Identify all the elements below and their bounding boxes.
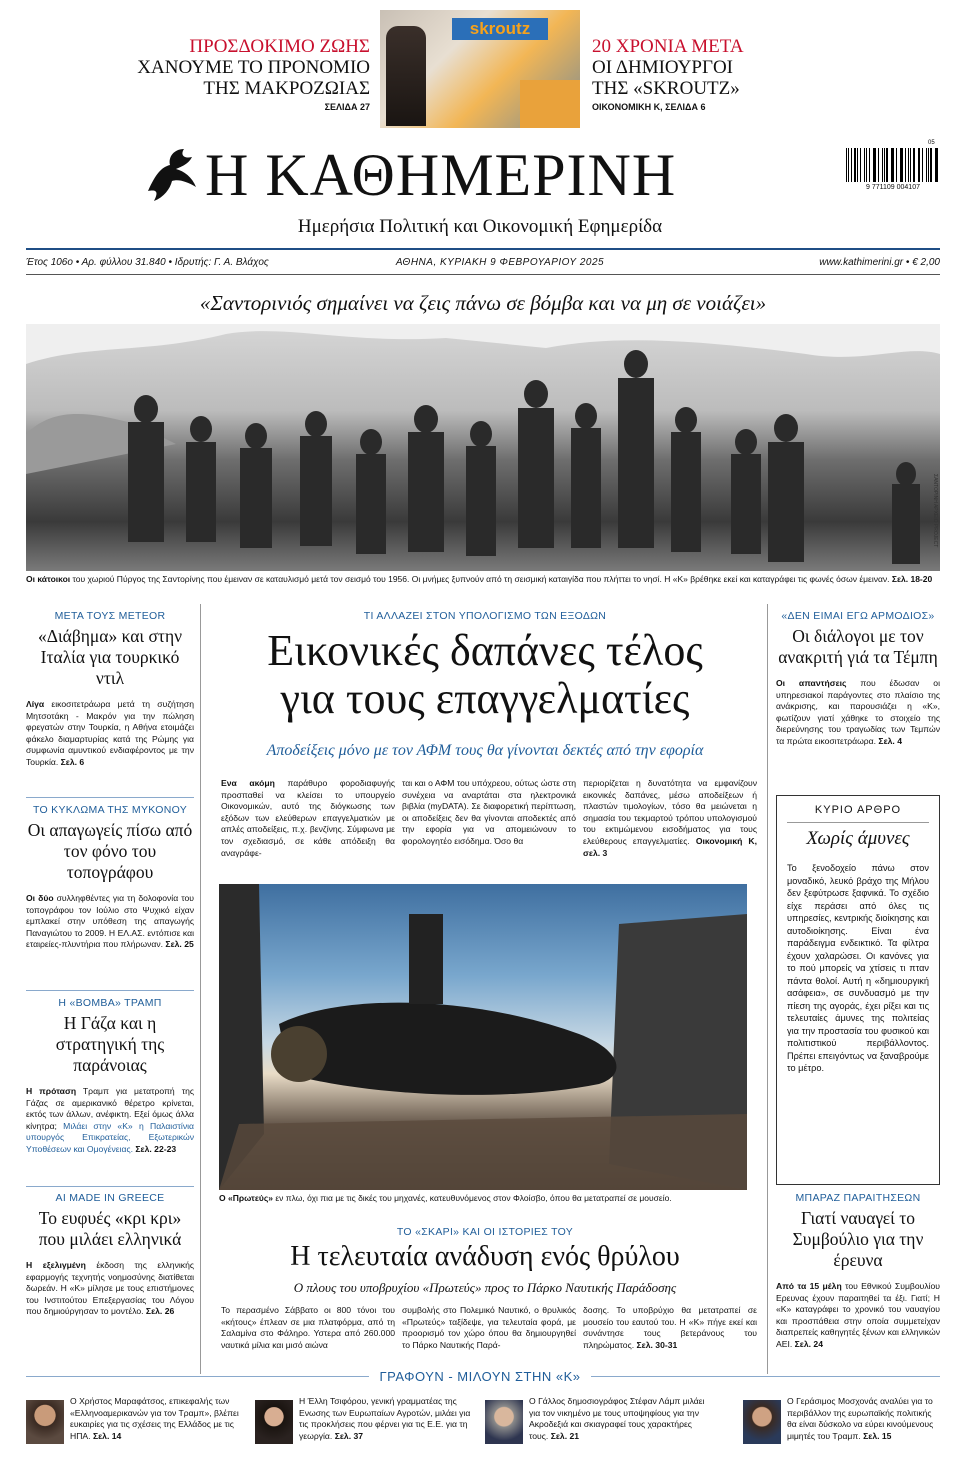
sub-col3-page: Σελ. 30-31: [636, 1339, 678, 1350]
barcode-bar: [913, 148, 915, 182]
barcode-bar: [864, 148, 865, 182]
sub-kicker: ΤΟ «ΣΚΑΡΙ» ΚΑΙ ΟΙ ΙΣΤΟΡΙΕΣ ΤΟΥ: [396, 1226, 574, 1238]
main-col-1: [221, 778, 395, 859]
main-col-2: ται και ο ΑΦΜ του υπόχρεου, ούτως ώστε στη συνέχεια να αναρτάται στα ηλεκτρονικά βιβλία (myDATA). Σε διαφορετική περίπτωση, οι αποδείξεις δεν θα γίνονται αποδεκτές από την εφορία για να απομειώνουν το φορολογητέο εισόδημα. Όσο θα: [402, 778, 576, 846]
editorial-box[interactable]: [776, 795, 940, 1185]
columnist-4-page: Σελ. 15: [863, 1430, 892, 1441]
main-col1-text: παράθυρο φοροδιαφυγής προσπαθεί να κλείσει το υπουργείο Οικονομικών, αυτό της διόγκωσης των εξόδων των ελεύθερων επαγγελματιών με απλές αποδείξεις, π.χ. βενζίνης. Σύμφωνα με τον σχεδιασμό, σε κάθε απόδειξη θα αναγράφε-: [221, 778, 395, 858]
teaser-left-page: ΣΕΛΙΔΑ 27: [324, 102, 370, 112]
teaser-photo[interactable]: [380, 10, 580, 128]
lead-caption-text: του χωριού Πύργος της Σαντορίνης που έμειναν σε καταυλισμό μετά τον σεισμό του 1956. Οι μνήμες ξυπνούν από τη σεισμική καταιγίδα που πλήττει το νησί. Η «Κ» βρέθηκε εκεί και καταγράφει τις φωνές όσων έμειναν.: [70, 574, 890, 584]
main-deck: Αποδείξεις μόνο με τον ΑΦΜ τους θα γίνονται δεκτές από την εφορία: [266, 742, 704, 759]
right-story-1[interactable]: [776, 610, 940, 748]
left-story-3[interactable]: [26, 997, 194, 1156]
store-counter: [520, 80, 580, 128]
right1-page: Σελ. 4: [878, 735, 902, 746]
submarine-photo[interactable]: [219, 884, 747, 1190]
barcode-bar: [846, 148, 847, 182]
barcode-bar: [910, 148, 911, 182]
left-sep-1: [26, 797, 194, 798]
columnist-4-name: Ο Γεράσιμος Μοσχονάς: [787, 1396, 878, 1406]
photo-credit: ΣΑΝΤΟΡΙΝΗ ΑΡΧΕΙΟ PROJECT: [932, 474, 938, 548]
teaser-right-line1: ΟΙ ΔΗΜΙΟΥΡΓΟΙ: [592, 57, 734, 78]
issue-info: Έτος 106ο • Αρ. φύλλου 31.840 • Ιδρυτής: Γ. Α. Βλάχος: [26, 257, 269, 268]
barcode-bar: [908, 148, 909, 182]
right2-text: του Εθνικού Συμβουλίου Ερευνας έχουν παραιτηθεί τα έξι. Γιατί; Η «Κ» καταγράφει το χρονικό του ναυαγίου και προσπάθεια στην οποία συμμετείχαν διαπρεπείς καθηγητές ξένων και ελληνικών ΑΕΙ.: [776, 1281, 940, 1349]
left3-kicker: Η «ΒΟΜΒΑ» ΤΡΑΜΠ: [58, 997, 162, 1009]
barcode-bar: [860, 148, 861, 182]
barcode-bar: [886, 148, 887, 182]
sub-photo-caption-strong: Ο «Πρωτεύς»: [219, 1193, 273, 1203]
barcode-bar: [900, 148, 901, 182]
left4-lead: Η εξελιγμένη: [26, 1260, 86, 1270]
barcode-issue: 05: [928, 140, 935, 146]
main-col3-page: Οικονομική Κ, σελ. 3: [583, 835, 757, 858]
sub-col-2: συμβολής στο Πολεμικό Ναυτικό, ο θρυλικός «Πρωτεύς» ταξίδεψε, για τελευταία φορά, με προορισμό τον χώρο όπου θα δημιουργηθεί το Πάρκο Ναυτικής Παρά-: [402, 1305, 576, 1350]
columnist-2-name: Η Έλλη Τσιφόρου,: [299, 1396, 369, 1406]
left4-text: έκδοση της ελληνικής εφαρμογής τεχνητής νοημοσύνης διατίθεται δωρεάν. Η «Κ» μίλησε με τους επιστήμονες του Ινστιτούτου Επεξεργασίας του Λόγου που δημιούργησαν το μοντέλο.: [26, 1260, 194, 1317]
columnist-3-avatar: [485, 1400, 523, 1444]
left3-page: Σελ. 22-23: [135, 1143, 177, 1154]
left-story-2[interactable]: [26, 804, 194, 951]
columnist-3-name: Ο Γάλλος δημοσιογράφος Στέφαν Λάμπ: [529, 1396, 681, 1406]
sub-col-3: [583, 1305, 757, 1351]
columnist-2-avatar: [255, 1400, 293, 1444]
barcode-bar: [892, 148, 894, 182]
barcode-number: 9 771109 004107: [866, 184, 920, 191]
columnist-1-name: Ο Χρήστος Μαραφάτσος,: [70, 1396, 167, 1406]
left2-headline: Οι απαγωγείς πίσω από τον φόνο του τοπογράφου: [27, 820, 193, 882]
barcode-bar: [874, 148, 876, 182]
barcode-bar: [922, 148, 923, 182]
teaser-left-line2: ΤΗΣ ΜΑΚΡΟΖΩΙΑΣ: [203, 78, 370, 99]
right1-headline: Οι διάλογοι με τον ανακριτή γιά τα Τέμπη: [778, 626, 938, 667]
left4-headline: Το ευφυές «κρι κρι» που μιλάει ελληνικά: [38, 1208, 182, 1249]
left1-body: [26, 699, 194, 769]
columnist-1[interactable]: [26, 1396, 246, 1456]
teaser-left-line1: ΧΑΝΟΥΜΕ ΤΟ ΠΡΟΝΟΜΙΟ: [137, 57, 370, 78]
barcode-bar: [891, 148, 892, 182]
sub-headline[interactable]: Η τελευταία ανάδυση ενός θρύλου: [290, 1241, 680, 1272]
teaser-left-kicker: ΠΡΟΣΔΟΚΙΜΟ ΖΩΗΣ: [189, 36, 370, 57]
left2-text: συλληφθέντες για τη δολοφονία του τοπογράφου τον Ιούλιο στο Ψυχικό είχαν εμπλακεί στην υπόθεση της απαγωγής Παναγιώτου το 2009. Η ΕΛ.ΑΣ. εντόπισε και εταιρείες-πλυντήρια που πλήρωναν.: [26, 893, 194, 950]
barcode-bar: [928, 148, 929, 182]
barcode-bar: [857, 148, 858, 182]
lead-quote[interactable]: «Σαντορινιός σημαίνει να ζεις πάνω σε βόμβα και να μη σε νοιάζει»: [199, 291, 767, 315]
main-headline-2: για τους επαγγελματίες: [280, 674, 690, 723]
barcode-bar: [869, 148, 870, 182]
columnist-3[interactable]: [485, 1396, 705, 1456]
griffin-logo-icon: [140, 143, 202, 205]
sub-photo-caption-text: εν πλω, όχι πια με τις δικές του μηχανές, κατευθυνόμενος στον Φλοίσβο, όπου θα μετατραπεί σε μουσείο.: [272, 1193, 672, 1203]
columnist-1-page: Σελ. 14: [92, 1430, 122, 1441]
main-col1-lead: Ενα ακόμη: [221, 778, 275, 788]
teaser-right[interactable]: [592, 36, 832, 112]
barcode-bar: [919, 148, 920, 182]
barcode-bar: [918, 148, 919, 182]
skroutz-sign: skroutz: [452, 18, 548, 40]
columnist-3-desc: μιλάει για τον νικημένο με τους υποψηφίους για την Ακροδεξιά και σκιαγραφεί τους χαρακτήρες τους.: [529, 1396, 705, 1441]
columnist-4-text: [787, 1396, 940, 1442]
lead-caption-page: Σελ. 18-20: [891, 574, 933, 584]
right1-lead: Οι απαντήσεις: [776, 678, 847, 688]
columnist-2[interactable]: [255, 1396, 475, 1456]
columnist-2-text: [299, 1396, 475, 1442]
date-line: ΑΘΗΝΑ, ΚΥΡΙΑΚΗ 9 ΦΕΒΡΟΥΑΡΙΟΥ 2025: [395, 257, 605, 268]
barcode-bar: [854, 148, 856, 182]
masthead-rule: [26, 248, 940, 250]
barcode-bar: [878, 148, 879, 182]
left4-body: [26, 1260, 194, 1318]
left2-page: Σελ. 25: [165, 939, 194, 950]
right2-headline: Γιατί ναυαγεί το Συμβούλιο για την έρευνα: [792, 1208, 924, 1270]
columnists-header-wrap: [280, 1368, 680, 1386]
columnists-header: ΓΡΑΦΟΥΝ - ΜΙΛΟΥΝ ΣΤΗΝ «Κ»: [369, 1369, 590, 1384]
left-story-1[interactable]: [26, 610, 194, 769]
barcode: [846, 146, 940, 182]
right2-page: Σελ. 24: [794, 1338, 823, 1349]
lead-photo-caption: [26, 574, 940, 585]
left1-kicker: ΜΕΤΑ ΤΟΥΣ METEOR: [54, 610, 166, 622]
columnist-1-avatar: [26, 1400, 64, 1444]
person-figure: [386, 26, 426, 126]
right2-lead: Από τα 15 μέλη: [776, 1281, 842, 1291]
right1-body: [776, 678, 940, 748]
main-kicker: ΤΙ ΑΛΛΑΖΕΙ ΣΤΟΝ ΥΠΟΛΟΓΙΣΜΟ ΤΩΝ ΕΞΟΔΩΝ: [363, 610, 607, 622]
main-col-3: [583, 778, 757, 859]
columnist-2-desc: γενική γραμματέας της Ενωσης των Ευρωπαίων Αγροτών, μιλάει για τις προκλήσεις που φέρνει για τις Ε.Ε. για τη γεωργία.: [299, 1396, 471, 1441]
columnist-2-page: Σελ. 37: [334, 1430, 364, 1441]
left1-lead: Λίγα: [26, 699, 45, 709]
left3-body: [26, 1086, 194, 1156]
teaser-right-line2: ΤΗΣ «SKROUTZ»: [592, 78, 740, 99]
crowd-silhouettes: [26, 324, 940, 571]
editorial-rule: [787, 822, 929, 823]
left4-kicker: AI MADE IN GREECE: [55, 1192, 165, 1204]
sub-deck: Ο πλους του υποβρυχίου «Πρωτεύς» προς το Πάρκο Ναυτικής Παράδοσης: [293, 1280, 677, 1295]
date-rule: [26, 274, 940, 275]
site-price[interactable]: www.kathimerini.gr • € 2,00: [819, 257, 940, 268]
barcode-bar: [866, 148, 867, 182]
right2-body: [776, 1281, 940, 1351]
columnist-4-avatar: [743, 1400, 781, 1444]
main-headline[interactable]: [205, 627, 765, 723]
left-sep-3: [26, 1186, 194, 1187]
masthead-subtitle: Ημερήσια Πολιτική και Οικονομική Εφημερίδα: [297, 216, 663, 237]
left1-page: Σελ. 6: [60, 756, 85, 767]
right-col-divider: [767, 604, 768, 1374]
right1-text: που έδωσαν οι υπηρεσιακοί παράγοντες στο πλαίσιο της ανάκρισης, και παρουσιάζει η «Κ», φωτίζουν γιατί χάθηκε το στοιχείο της διερεύνησης του τραγωδίας των Τεμπών τα πρώτα εικοσιτετράωρα.: [776, 678, 940, 746]
barcode-bar: [901, 148, 902, 182]
santorini-archive-photo[interactable]: [26, 324, 940, 571]
barcode-bar: [935, 148, 936, 182]
barcode-bar: [882, 148, 883, 182]
left3-text: Τραμπ για μετατροπή της Γάζας σε αμερικανικό θέρετρο κρίνεται, εκτός των άλλων, ανέφικτη. Εξεί όμως άλλα κίνητρα;: [26, 1086, 195, 1131]
editorial-title: Χωρίς άμυνες: [806, 828, 910, 849]
left4-page: Σελ. 26: [145, 1306, 175, 1317]
masthead-title[interactable]: Η ΚΑΘΗΜΕΡΙΝΗ: [205, 142, 677, 208]
columnist-4[interactable]: [715, 1396, 940, 1456]
teaser-right-kicker: 20 ΧΡΟΝΙΑ ΜΕΤΑ: [592, 36, 744, 57]
columnist-1-desc: επικεφαλής των «Ελληνοαμερικανών για τον Τραμπ», βλέπει ευκαιρίες για τις σχέσεις της Ελλάδος με τις ΗΠΑ.: [70, 1396, 239, 1441]
left-col-divider: [200, 604, 201, 1374]
left-sep-2: [26, 990, 194, 991]
teaser-right-page: ΟΙΚΟΝΟΜΙΚΗ Κ, ΣΕΛΙΔΑ 6: [592, 102, 706, 112]
left1-headline: «Διάβημα» και στην Ιταλία για τουρκικό ντιλ: [37, 626, 183, 688]
lead-caption-strong: Οι κάτοικοι: [26, 574, 71, 584]
left2-body: [26, 893, 194, 951]
barcode-bar: [848, 148, 849, 182]
left2-kicker: ΤΟ ΚΥΚΛΩΜΑ ΤΗΣ ΜΥΚΟΝΟΥ: [32, 804, 188, 816]
barcode-bar: [873, 148, 874, 182]
left3-lead: Η πρόταση: [26, 1086, 77, 1096]
barcode-bar: [930, 148, 931, 182]
left3-headline: Η Γάζα και η στρατηγική της παράνοιας: [55, 1013, 165, 1075]
barcode-bar: [905, 148, 906, 182]
columnist-1-text: [70, 1396, 246, 1442]
left2-lead: Οι δύο: [26, 893, 54, 903]
columnist-3-text: [529, 1396, 705, 1442]
sub-col3-text: δοσης. Το υποβρύχιο θα μετατραπεί σε μουσείο του εαυτού του. Η «Κ» πήγε εκεί και συνάντησε τους βετεράνους του πληρώματος.: [583, 1305, 757, 1350]
sub-photo-caption: [219, 1193, 747, 1204]
left-story-4[interactable]: [26, 1192, 194, 1318]
sub-col-1: Το περασμένο Σάββατο οι 800 τόνοι του «κήτους» έπλεαν σε μια πλατφόρμα, από τη Σαλαμίνα στο Φάληρο. Υστερα από 260.000 ναυτικά μίλια και μισό αιώνα: [221, 1305, 395, 1350]
teaser-left[interactable]: [130, 36, 370, 112]
barcode-bar: [851, 148, 852, 182]
left3-extra: Μιλάει στην «Κ» η Παλαιστίνια υπουργός Επικρατείας, Εξωτερικών Υποθέσεων και Ομογένειας.: [26, 1120, 194, 1154]
editorial-label: ΚΥΡΙΟ ΑΡΘΡΟ: [814, 804, 902, 816]
submarine-illustration: [219, 884, 747, 1190]
barcode-bar: [926, 148, 927, 182]
columnist-4-desc: αναλύει για το περιβάλλον της ευρωπαϊκής πολιτικής θα είναι δύσκολο να εύρει κινούμενους μιμητές του Τραμπ.: [787, 1396, 934, 1441]
main-headline-1: Εικονικές δαπάνες τέλος: [267, 626, 703, 675]
main-col3-text: περιορίζεται η δυνατότητα να εμφανίζουν εικονικές δαπάνες, μέσω αποδείξεων ή πλαστών τιμολογίων, τόσο θα μειώνεται η σημασία του τεκμαρτού τρόπου υπολογισμού του εκτιμώμενου εισοδήματος για τους ελεύθερους επαγγελματίες.: [583, 778, 757, 846]
barcode-bar: [884, 148, 885, 182]
editorial-body: Το ξενοδοχείο πάνω στον μοναδικό, λευκό βράχο της Μήλου δεν ξεφύτρωσε ξαφνικά. Το σχέδιο είχε περάσει από όλες τις υπηρεσίες, κεντρικής διοίκησης και αυτοδιοίκησης. Είναι ένα παράδειγμα ενδεικτικό. Τα φίλτρα έχουν χαλαρώσει. Οι κανόνες για το πού μπορείς να χτίσεις τι πταν πάντα θολοί. Αυτή η «δημιουργική ασάφεια», σε συνδυασμό με την πίεση της αγοράς, έχει ρίξει και τις τελευταίες άμυνες της πολιτείας για την προστασία του φυσικού και πολιτιστικού περιβάλλοντος. Πρέπει επειγόντως να ξαναβρούμε το μέτρο.: [787, 863, 929, 1073]
right1-kicker: «ΔΕΝ ΕΙΜΑΙ ΕΓΩ ΑΡΜΟΔΙΟΣ»: [781, 610, 935, 622]
barcode-bar: [896, 148, 897, 182]
left1-text: εικοσιτετράωρα μετά τη συζήτηση Μητσοτάκη - Μακρόν για την πώληση φρεγατών στην Τουρκία, η Αθήνα ετοιμάζει φάκελο διαμαρτυρίας κατά της Ρώμης για συμφωνία αμυντικού ενδιαφέροντος με την Τουρκία.: [26, 699, 194, 767]
right-story-2[interactable]: [776, 1192, 940, 1351]
right2-kicker: ΜΠΑΡΑΖ ΠΑΡΑΙΤΗΣΕΩΝ: [795, 1192, 921, 1204]
columnist-3-page: Σελ. 21: [550, 1430, 580, 1441]
barcode-bar: [936, 148, 938, 182]
